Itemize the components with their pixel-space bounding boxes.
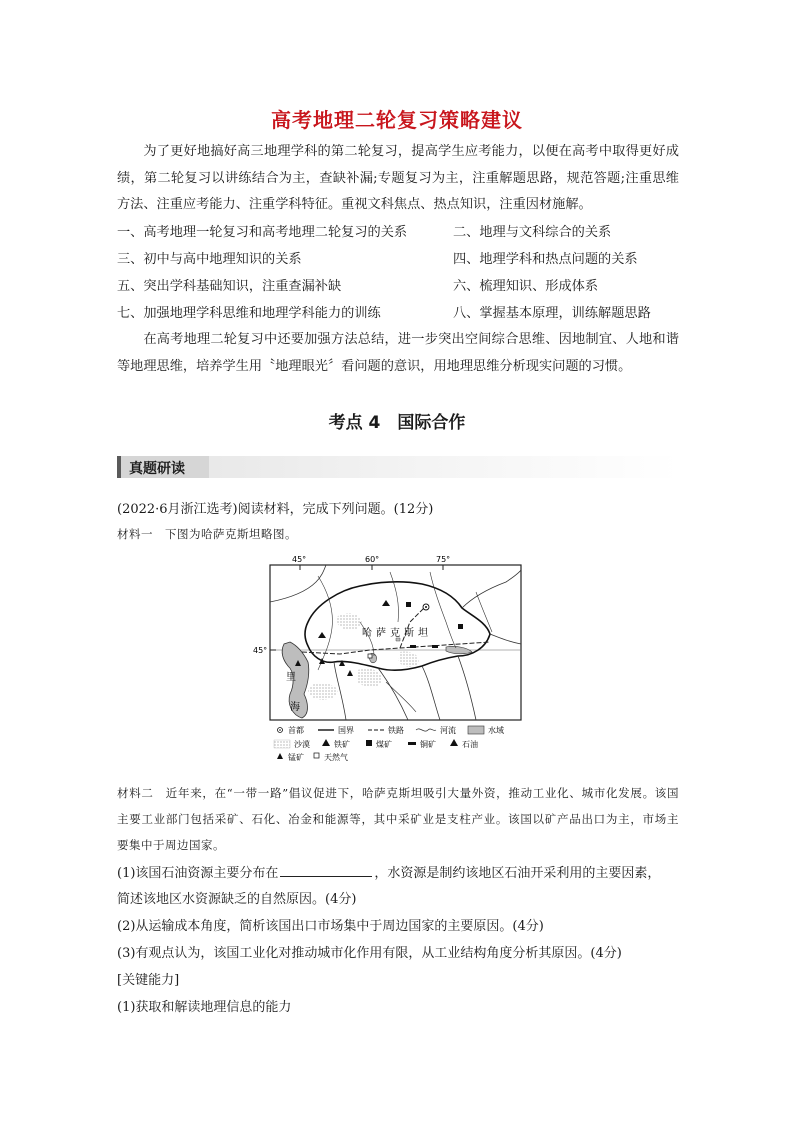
material-one: 材料一 下图为哈萨克斯坦略图。 bbox=[117, 527, 297, 541]
country-char: 克 bbox=[390, 628, 400, 639]
question-1-part2: ，水资源是制约该地区石油开采利用的主要因素， bbox=[374, 866, 661, 881]
country-char: 斯 bbox=[404, 628, 414, 639]
sea-char: 里 bbox=[286, 672, 296, 683]
section-title: 考点 4 国际合作 bbox=[328, 413, 466, 433]
lon-label-75: 75° bbox=[436, 555, 451, 564]
strategy-item-6: 六、梳理知识、形成体系 bbox=[453, 279, 599, 294]
copper-symbol bbox=[410, 645, 416, 648]
key-ability-item: (1)获取和解读地理信息的能力 bbox=[117, 1000, 292, 1015]
band-label: 真题研读 bbox=[129, 461, 185, 477]
page-title: 高考地理二轮复习策略建议 bbox=[271, 108, 523, 132]
legend-coal: 煤矿 bbox=[376, 740, 392, 749]
material-two: 材料二 近年来，在“一带一路”倡议促进下，哈萨克斯坦吸引大量外资，推动工业化、城市化发展。该国主要工业部门包括采矿、石化、冶金和能源等，其中采矿业是支柱产业。该国以矿产品出口为主，市场主要集中于周边国家。 bbox=[117, 786, 679, 852]
country-char: 萨 bbox=[376, 628, 386, 639]
lat-label-45: 45° bbox=[253, 646, 268, 655]
legend-capital: 首都 bbox=[288, 726, 304, 735]
question-2: (2)从运输成本角度，简析该国出口市场集中于周边国家的主要原因。(4分) bbox=[117, 919, 544, 934]
question-1-part1: (1)该国石油资源主要分布在 bbox=[117, 866, 279, 881]
gas-symbol bbox=[368, 654, 372, 658]
kazakhstan-map bbox=[250, 552, 550, 762]
intro-paragraph: 为了更好地搞好高三地理学科的第二轮复习，提高学生应考能力，以便在高考中取得更好成绩，第二轮复习以讲练结合为主，查缺补漏;专题复习为主，注重解题思路，规范答题;注重思维方法、注重应考能力、注重学科特征。重视文科焦点、热点知识，注重因材施解。 bbox=[117, 144, 679, 212]
country-char: 坦 bbox=[418, 628, 428, 639]
question-source: (2022·6月浙江选考)阅读材料，完成下列问题。(12分) bbox=[117, 502, 434, 517]
strategy-row-3 bbox=[117, 275, 679, 301]
legend-desert: 沙漠 bbox=[294, 740, 310, 749]
key-ability-label: [关键能力] bbox=[117, 973, 180, 988]
legend-iron: 铁矿 bbox=[334, 740, 350, 749]
strategy-row-4 bbox=[117, 302, 679, 328]
strategy-item-3: 三、初中与高中地理知识的关系 bbox=[117, 252, 302, 267]
strategy-item-2: 二、地理与文科综合的关系 bbox=[453, 225, 612, 240]
strategy-item-7: 七、加强地理学科思维和地理学科能力的训练 bbox=[117, 306, 381, 321]
answer-blank[interactable] bbox=[280, 864, 372, 877]
legend-manganese: 锰矿 bbox=[288, 753, 304, 762]
legend-river: 河流 bbox=[440, 726, 456, 735]
strategy-item-1: 一、高考地理一轮复习和高考地理二轮复习的关系 bbox=[117, 225, 408, 240]
strategy-row-1 bbox=[117, 221, 679, 247]
coal-symbol bbox=[458, 624, 463, 629]
map-legend bbox=[274, 725, 504, 762]
lon-label-60: 60° bbox=[365, 555, 380, 564]
strategy-item-8: 八、掌握基本原理，训练解题思路 bbox=[453, 306, 651, 321]
legend-water: 水域 bbox=[488, 726, 504, 735]
question-1 bbox=[117, 862, 679, 881]
closing-paragraph: 在高考地理二轮复习中还要加强方法总结，进一步突出空间综合思维、因地制宜、人地和谐等地理思维，培养学生用〝地理眼光〞看问题的意识，用地理思维分析现实问题的习惯。 bbox=[117, 332, 679, 374]
coal-symbol bbox=[406, 602, 411, 607]
lon-label-45: 45° bbox=[292, 555, 307, 564]
strategy-row-2 bbox=[117, 248, 679, 274]
legend-copper: 铜矿 bbox=[420, 740, 436, 749]
question-1-line2: 简述该地区水资源缺乏的自然原因。(4分) bbox=[117, 892, 357, 907]
legend-railway: 铁路 bbox=[388, 726, 404, 735]
strategy-item-4: 四、地理学科和热点问题的关系 bbox=[453, 252, 638, 267]
strategy-item-5: 五、突出学科基础知识，注重查漏补缺 bbox=[117, 279, 342, 294]
question-3: (3)有观点认为，该国工业化对推动城市化作用有限，从工业结构角度分析其原因。(4分) bbox=[117, 946, 622, 961]
band-bar bbox=[117, 456, 121, 478]
section-band bbox=[117, 456, 679, 478]
legend-oil: 石油 bbox=[462, 740, 478, 749]
legend-gas: 天然气 bbox=[324, 753, 348, 762]
legend-border: 国界 bbox=[338, 726, 354, 735]
country-char: 哈 bbox=[362, 628, 372, 639]
sea-char: 海 bbox=[290, 702, 300, 713]
copper-symbol bbox=[432, 645, 438, 648]
